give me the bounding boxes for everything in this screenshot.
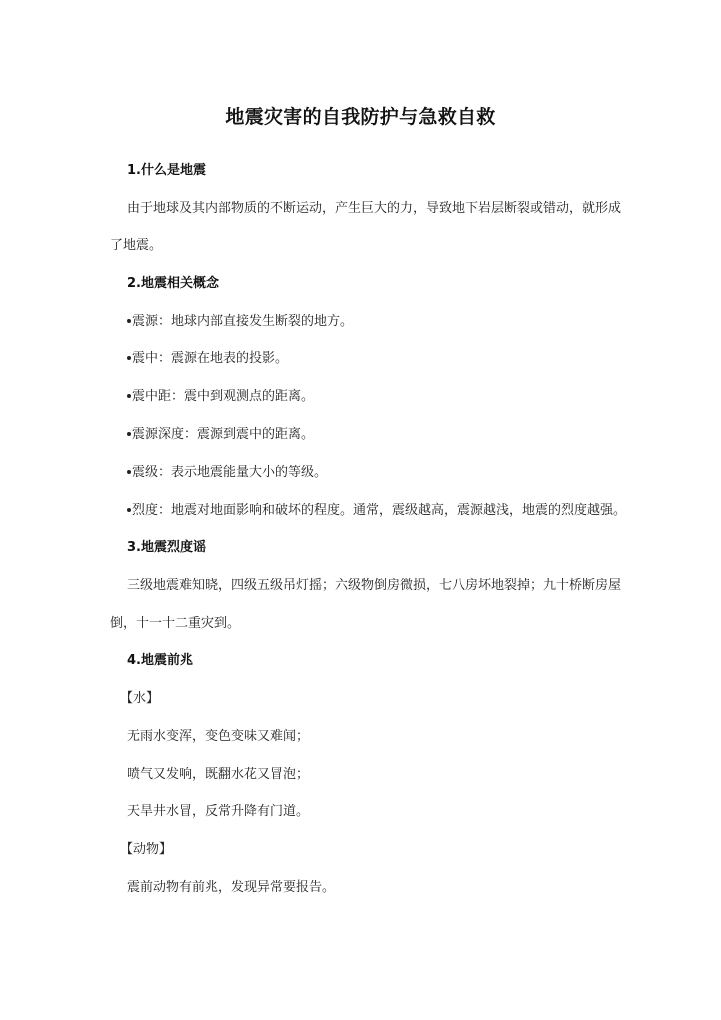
section-heading-4: 4.地震前兆	[127, 653, 193, 668]
verse-line: 震前动物有前兆，发现异常要报告。	[127, 880, 336, 895]
subsection-label-animals: 【动物】	[120, 842, 173, 857]
verse-line: 天旱井水冒，反常升降有门道。	[127, 804, 310, 819]
bullet-icon	[127, 319, 131, 323]
paragraph-line: 倒，十一十二重灾到。	[110, 616, 241, 631]
section-heading-1: 1.什么是地震	[127, 163, 206, 178]
bullet-item	[127, 349, 637, 369]
bullet-item	[127, 312, 637, 332]
bullet-item	[127, 425, 637, 445]
bullet-item	[127, 463, 637, 483]
verse-line: 喷气又发响，既翻水花又冒泡；	[127, 767, 310, 782]
bullet-text: 震级：表示地震能量大小的等级。	[132, 465, 328, 480]
bullet-icon	[127, 470, 131, 474]
section-heading-2: 2.地震相关概念	[127, 276, 219, 291]
subsection-label-water: 【水】	[120, 691, 160, 706]
paragraph-line: 由于地球及其内部物质的不断运动，产生巨大的力，导致地下岩层断裂或错动，就形成	[127, 201, 622, 216]
bullet-icon	[127, 356, 131, 360]
document-title: 地震灾害的自我防护与急救自救	[225, 106, 496, 128]
bullet-item	[127, 501, 637, 521]
bullet-text: 震源：地球内部直接发生断裂的地方。	[132, 314, 354, 329]
section-heading-3: 3.地震烈度谣	[127, 540, 206, 555]
bullet-text: 震中距：震中到观测点的距离。	[132, 389, 315, 404]
bullet-text: 震中：震源在地表的投影。	[132, 351, 289, 366]
paragraph-line: 了地震。	[110, 238, 163, 253]
bullet-text: 烈度：地震对地面影响和破坏的程度。通常，震级越高，震源越浅，地震的烈度越强。	[132, 503, 627, 518]
bullet-item	[127, 387, 637, 407]
verse-line: 无雨水变浑，变色变味又难闻；	[127, 729, 310, 744]
bullet-text: 震源深度：震源到震中的距离。	[132, 427, 315, 442]
bullet-icon	[127, 508, 131, 512]
bullet-icon	[127, 394, 131, 398]
bullet-icon	[127, 432, 131, 436]
paragraph-line: 三级地震难知晓，四级五级吊灯摇；六级物倒房微损，七八房坏地裂掉；九十桥断房屋	[127, 578, 622, 593]
